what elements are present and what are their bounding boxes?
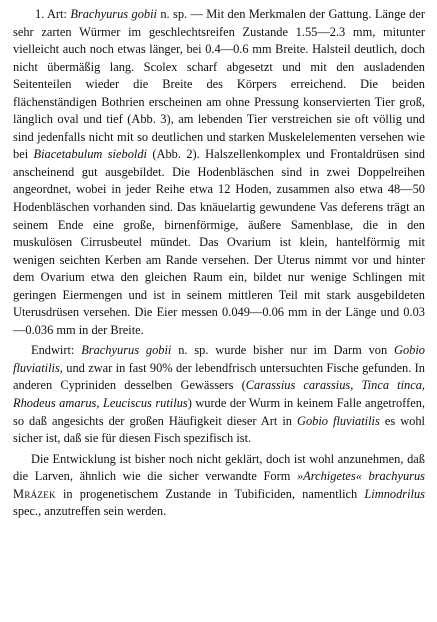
- paragraph-species-description: [13, 6, 425, 339]
- text-run: n. sp. wurde bisher nur im Darm von: [171, 343, 395, 358]
- author-name: Mrázek: [13, 486, 56, 501]
- text-run: n. sp. — Mit den Merkmalen der Gattung. Länge der sehr zarten Würmer im geschlechtsreifen Zustande 1.55—2.3 mm, mitunter vielleicht auch noch etwas länger, bei 0.4—0.6 mm Breite. Halsteil deutlich, doch nicht übermäßig lang. Scolex scharf abgesetzt und mit den ausladenden Seitenteilen wieder die Breite des Körpers erreichend. Die beiden flächenständigen Bothrien erscheinen am ohne Pressung konservierten Tier groß, länglich oval und tief (Abb. 3), am lebenden Tier verstreichen sie oft völlig und sind jedenfalls nicht mit so deutlichen und starken Muskelelementen versehen wie bei: [13, 7, 425, 162]
- text-run: Die Entwicklung ist bisher noch nicht geklärt, doch ist wohl anzunehmen, daß die Larven, ähnlich wie die sicher verwandte Form: [13, 451, 425, 484]
- text-run: in progenetischem Zustande in Tubificiden, namentlich: [55, 486, 365, 501]
- italic-term: Carassius carassius, Tinca tinca, Rhodeus amarus, Leuciscus rutilus: [13, 378, 426, 411]
- italic-term: Limnodrilus: [364, 486, 425, 501]
- italic-term: Brachyurus gobii: [70, 7, 157, 21]
- paragraph-development: [13, 451, 425, 521]
- paragraph-host: [13, 342, 425, 447]
- italic-term: »Archigetes« brachyurus: [296, 469, 425, 484]
- italic-term: Gobio fluviatilis,: [13, 343, 425, 375]
- italic-term: Brachyurus gobii: [81, 343, 172, 358]
- text-run: 1. Art:: [35, 7, 71, 21]
- italic-term: Gobio fluviatilis: [297, 413, 380, 428]
- body-text: [13, 6, 425, 524]
- text-run: Endwirt:: [31, 343, 82, 358]
- text-run: ) wurde der Wurm in keinem Falle angetroffen, so daß angesichts der großen Häufigkeit dieser Art in: [13, 396, 425, 428]
- text-run: und zwar in fast 90% der lebendfrisch untersuchten Fische gefunden. In anderen Cypriniden desselben Gewässers (: [13, 360, 425, 393]
- text-run: spec., anzutreffen sein werden.: [13, 504, 167, 519]
- italic-term: Biacetabulum sieboldi: [33, 147, 147, 162]
- text-run: es wohl sicher ist, daß sie für diesen Fisch spezifisch ist.: [13, 413, 425, 446]
- text-run: (Abb. 2). Halszellenkomplex und Frontaldrüsen sind anscheinend gut ausgebildet. Die Hodenbläschen sind in zwei Doppelreihen angeordnet, wobei in jeder Reihe etwa 12 Hoden, zusammen also etwa 48—50 Hodenbläschen vorhanden sind. Das knäuelartig gewundene Vas deferens trägt an seinem Ende eine große, birnenförmige, äußere Samenblase, die in den muskulösen Cirrusbeutel mündet. Das Ovarium ist klein, hantelförmig mit wenigen seichten Kerben am Rande versehen. Der Uterus nimmt vor und hinter dem Ovarium etwa den gleichen Raum ein, bildet nur wenige Schlingen mit geringen Eiermengen und ist in seinem mittleren Teil mit stark ausgebildeten Uterusdrüsen versehen. Die Eier messen 0.049—0.06 mm in der Länge und 0.03—0.036 mm in der Breite.: [13, 147, 425, 337]
